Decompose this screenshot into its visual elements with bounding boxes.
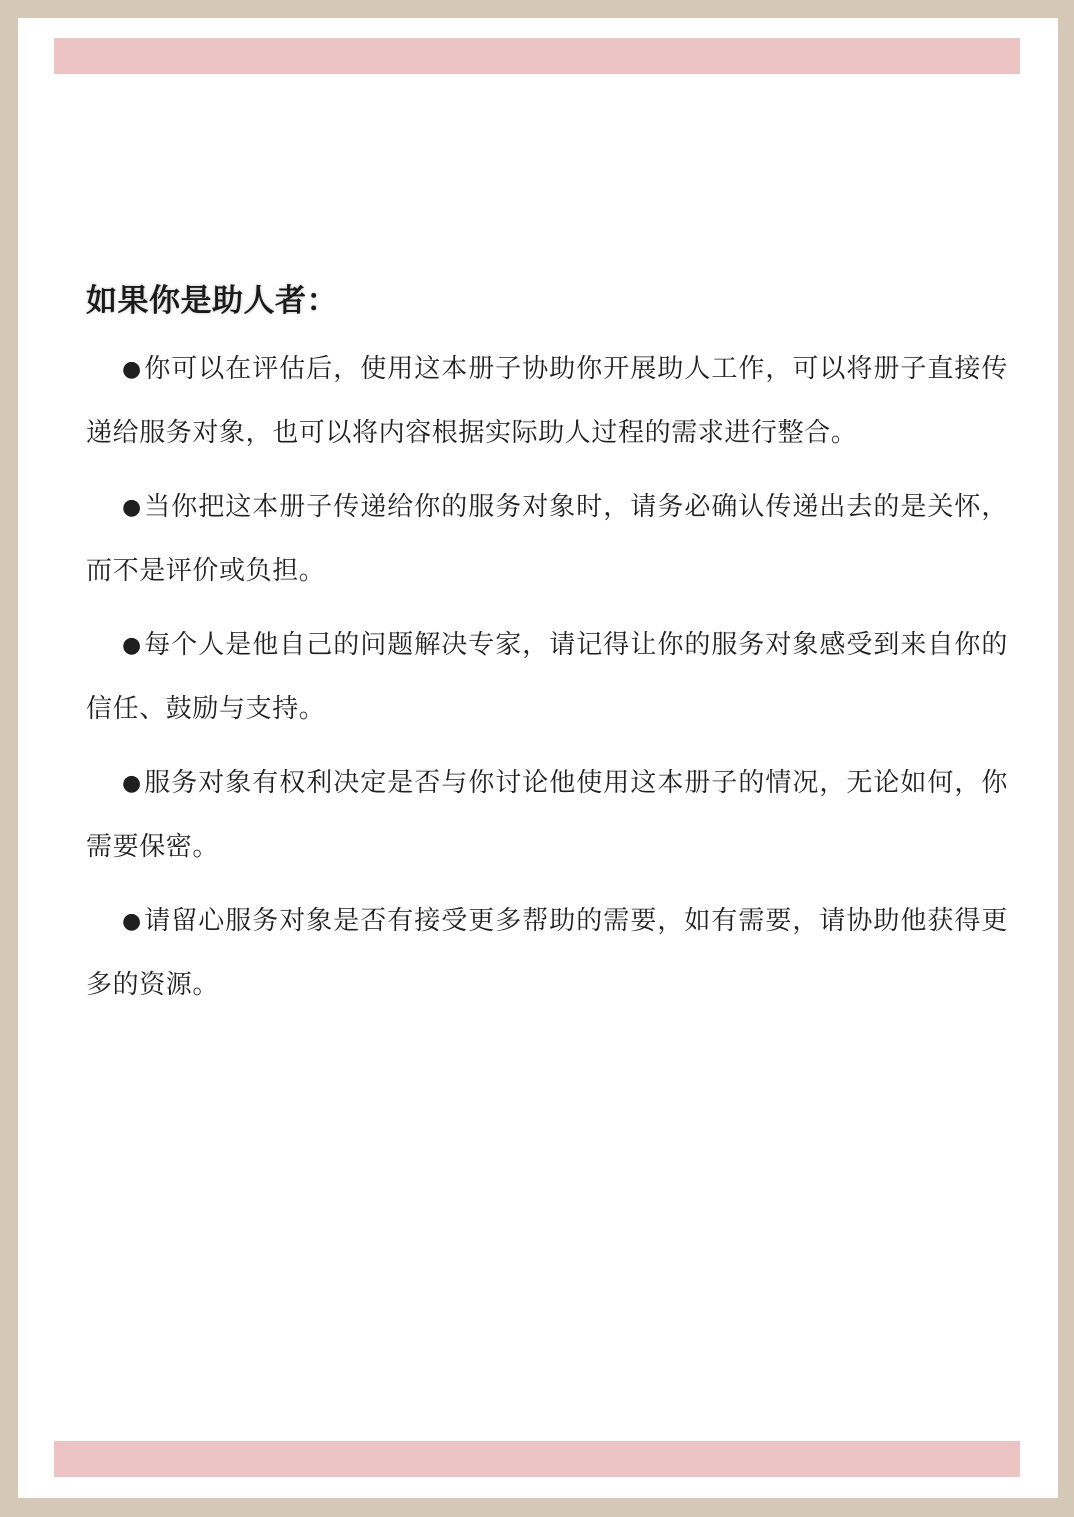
- paragraph-1: [86, 338, 1008, 464]
- paragraph-text: 请留心服务对象是否有接受更多帮助的需要，如有需要，请协助他获得更多的资源。: [86, 906, 1008, 1000]
- bullet-icon: ●: [122, 495, 142, 520]
- bullet-icon: ●: [122, 357, 142, 382]
- section-heading: 如果你是助人者：: [86, 283, 338, 319]
- bullet-icon: ●: [122, 771, 142, 796]
- bullet-icon: ●: [122, 909, 142, 934]
- paragraph-text: 服务对象有权利决定是否与你讨论他使用这本册子的情况，无论如何，你需要保密。: [86, 768, 1008, 862]
- paragraph-text: 每个人是他自己的问题解决专家，请记得让你的服务对象感受到来自你的信任、鼓励与支持。: [86, 630, 1008, 724]
- paragraph-5: [86, 890, 1008, 1016]
- paragraph-text: 当你把这本册子传递给你的服务对象时，请务必确认传递出去的是关怀，而不是评价或负担。: [86, 492, 1008, 586]
- paragraph-4: [86, 752, 1008, 878]
- top-decorative-band: [54, 38, 1020, 74]
- bottom-decorative-band: [54, 1441, 1020, 1477]
- bullet-icon: ●: [122, 633, 142, 658]
- paragraph-3: [86, 614, 1008, 740]
- document-page: [18, 18, 1058, 1498]
- paragraph-2: [86, 476, 1008, 602]
- paragraph-text: 你可以在评估后，使用这本册子协助你开展助人工作，可以将册子直接传递给服务对象，也可以将内容根据实际助人过程的需求进行整合。: [86, 354, 1008, 448]
- content-section: [86, 276, 1008, 1016]
